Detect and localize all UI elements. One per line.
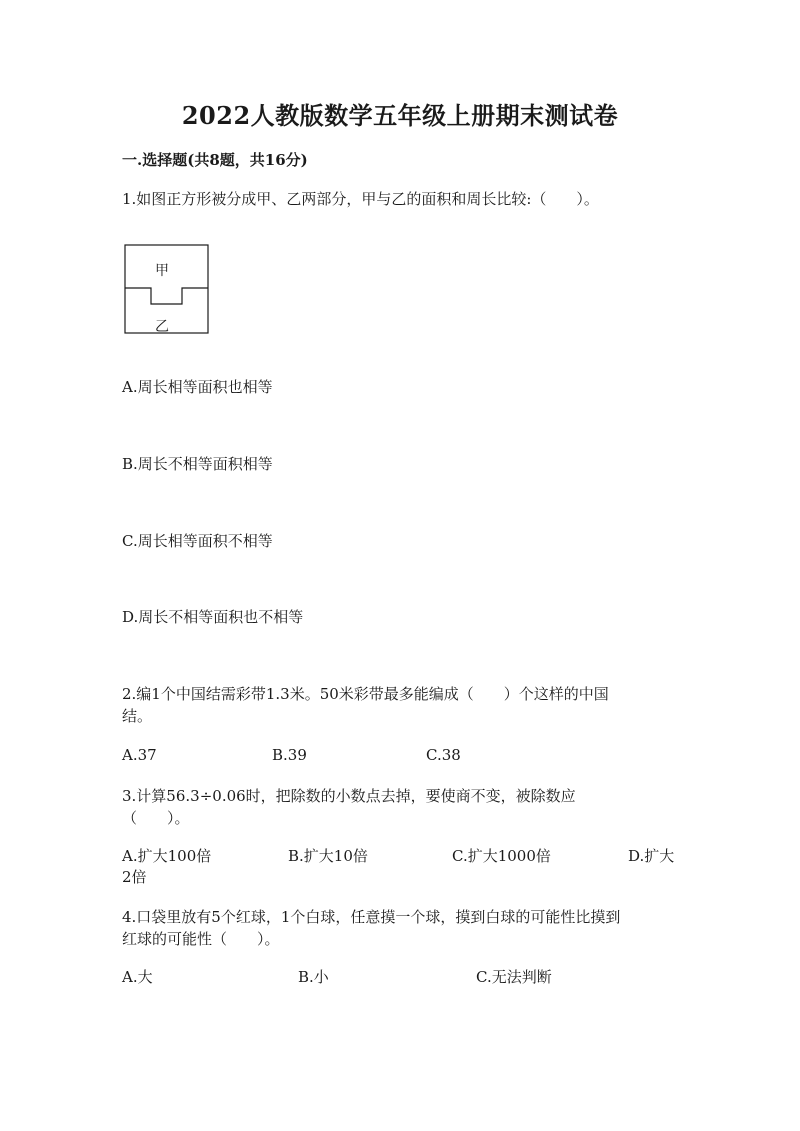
q3-option-b[interactable]: B.扩大10倍 xyxy=(288,847,368,865)
question-4-stem-line1: 4.口袋里放有5个红球，1个白球，任意摸一个球，摸到白球的可能性比摸到 xyxy=(122,908,621,926)
figure-label-yi: 乙 xyxy=(155,319,169,335)
q1-option-a[interactable]: A.周长相等面积也相等 xyxy=(122,378,273,396)
q1-option-d[interactable]: D.周长不相等面积也不相等 xyxy=(122,608,304,626)
square-division-figure xyxy=(124,244,210,336)
question-2-stem-line2: 结。 xyxy=(122,707,153,725)
question-2-stem-line1: 2.编1个中国结需彩带1.3米。50米彩带最多能编成（ ）个这样的中国 xyxy=(122,685,609,703)
question-3-stem-line1: 3.计算56.3÷0.06时，把除数的小数点去掉，要使商不变，被除数应 xyxy=(122,787,576,805)
question-1-stem: 1.如图正方形被分成甲、乙两部分，甲与乙的面积和周长比较:（ ）。 xyxy=(122,190,599,208)
dividing-line xyxy=(125,288,208,304)
q1-option-c[interactable]: C.周长相等面积不相等 xyxy=(122,532,273,550)
q2-option-c[interactable]: C.38 xyxy=(426,746,461,764)
q4-option-c[interactable]: C.无法判断 xyxy=(476,968,552,986)
q3-option-a[interactable]: A.扩大100倍 xyxy=(122,847,212,865)
q4-option-b[interactable]: B.小 xyxy=(298,968,329,986)
q3-option-c[interactable]: C.扩大1000倍 xyxy=(452,847,551,865)
q2-option-b[interactable]: B.39 xyxy=(272,746,307,764)
q3-option-d[interactable]: D.扩大 xyxy=(628,847,675,865)
q1-option-b[interactable]: B.周长不相等面积相等 xyxy=(122,455,273,473)
question-4-stem-line2: 红球的可能性（ ）。 xyxy=(122,930,280,948)
page-title: 2022人教版数学五年级上册期末测试卷 xyxy=(181,101,619,130)
figure-label-jia: 甲 xyxy=(155,263,169,279)
q3-option-d-wrap: 2倍 xyxy=(122,868,147,886)
q4-option-a[interactable]: A.大 xyxy=(122,968,153,986)
q2-option-a[interactable]: A.37 xyxy=(122,746,157,764)
section-heading: 一.选择题(共8题，共16分) xyxy=(122,151,308,169)
question-3-stem-line2: （ ）。 xyxy=(122,809,190,827)
